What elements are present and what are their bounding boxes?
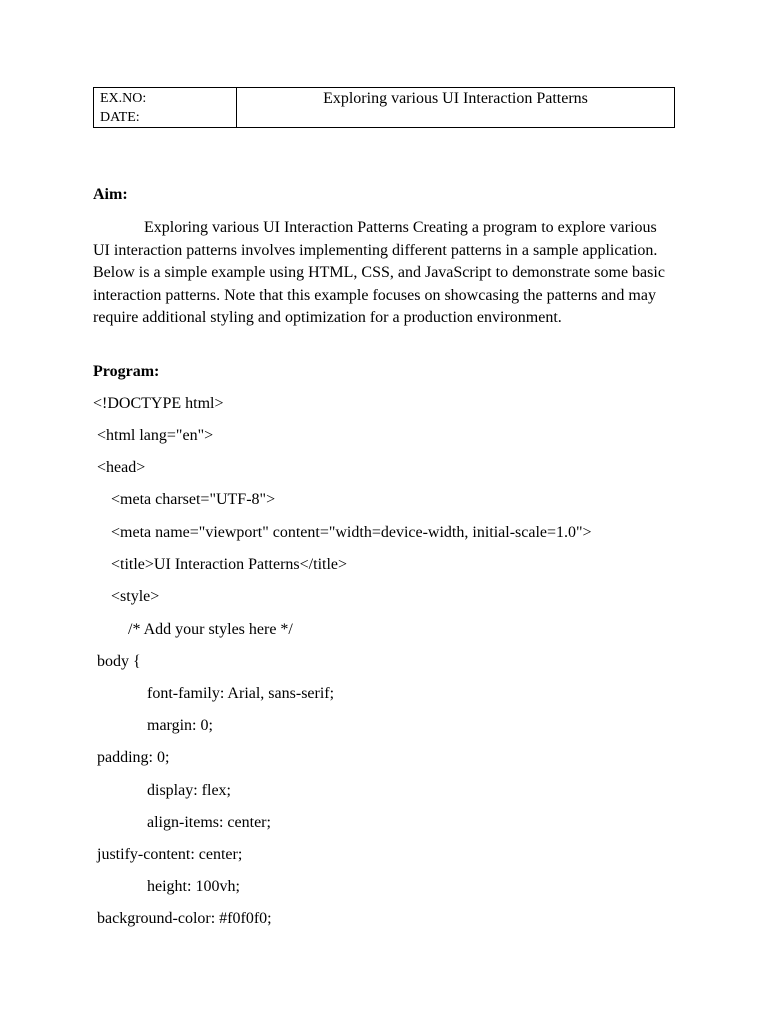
aim-heading: Aim: — [93, 186, 128, 203]
program-heading: Program: — [93, 363, 160, 380]
code-line: display: flex; — [147, 782, 231, 799]
code-line: <head> — [97, 459, 146, 476]
code-line: background-color: #f0f0f0; — [97, 910, 272, 927]
code-line: <!DOCTYPE html> — [93, 395, 224, 412]
aim-paragraph: Exploring various UI Interaction Patterns Creating a program to explore various UI interaction patterns involves implementing different patterns in a sample application. Below is a simple example using HTML, CSS, and JavaScript to demonstrate some basic interaction patterns. Note that this example focuses on showcasing the patterns and may require additional styling and optimization for a production environment. — [93, 219, 665, 326]
code-line: body { — [97, 653, 141, 670]
code-line: margin: 0; — [147, 717, 213, 734]
code-line: /* Add your styles here */ — [128, 621, 293, 638]
code-line: <html lang="en"> — [97, 427, 214, 444]
code-line: padding: 0; — [97, 749, 170, 766]
code-line: align-items: center; — [147, 814, 271, 831]
document-title: Exploring various UI Interaction Patterns — [323, 90, 588, 107]
code-line: <title>UI Interaction Patterns</title> — [111, 556, 348, 573]
code-line: justify-content: center; — [97, 846, 243, 863]
code-line: <meta name="viewport" content="width=device-width, initial-scale=1.0"> — [111, 524, 592, 541]
ex-no-label: EX.NO: — [100, 91, 147, 106]
code-line: font-family: Arial, sans-serif; — [147, 685, 335, 702]
code-line: <style> — [111, 588, 160, 605]
date-label: DATE: — [100, 110, 140, 125]
code-line: <meta charset="UTF-8"> — [111, 491, 276, 508]
code-line: height: 100vh; — [147, 878, 240, 895]
